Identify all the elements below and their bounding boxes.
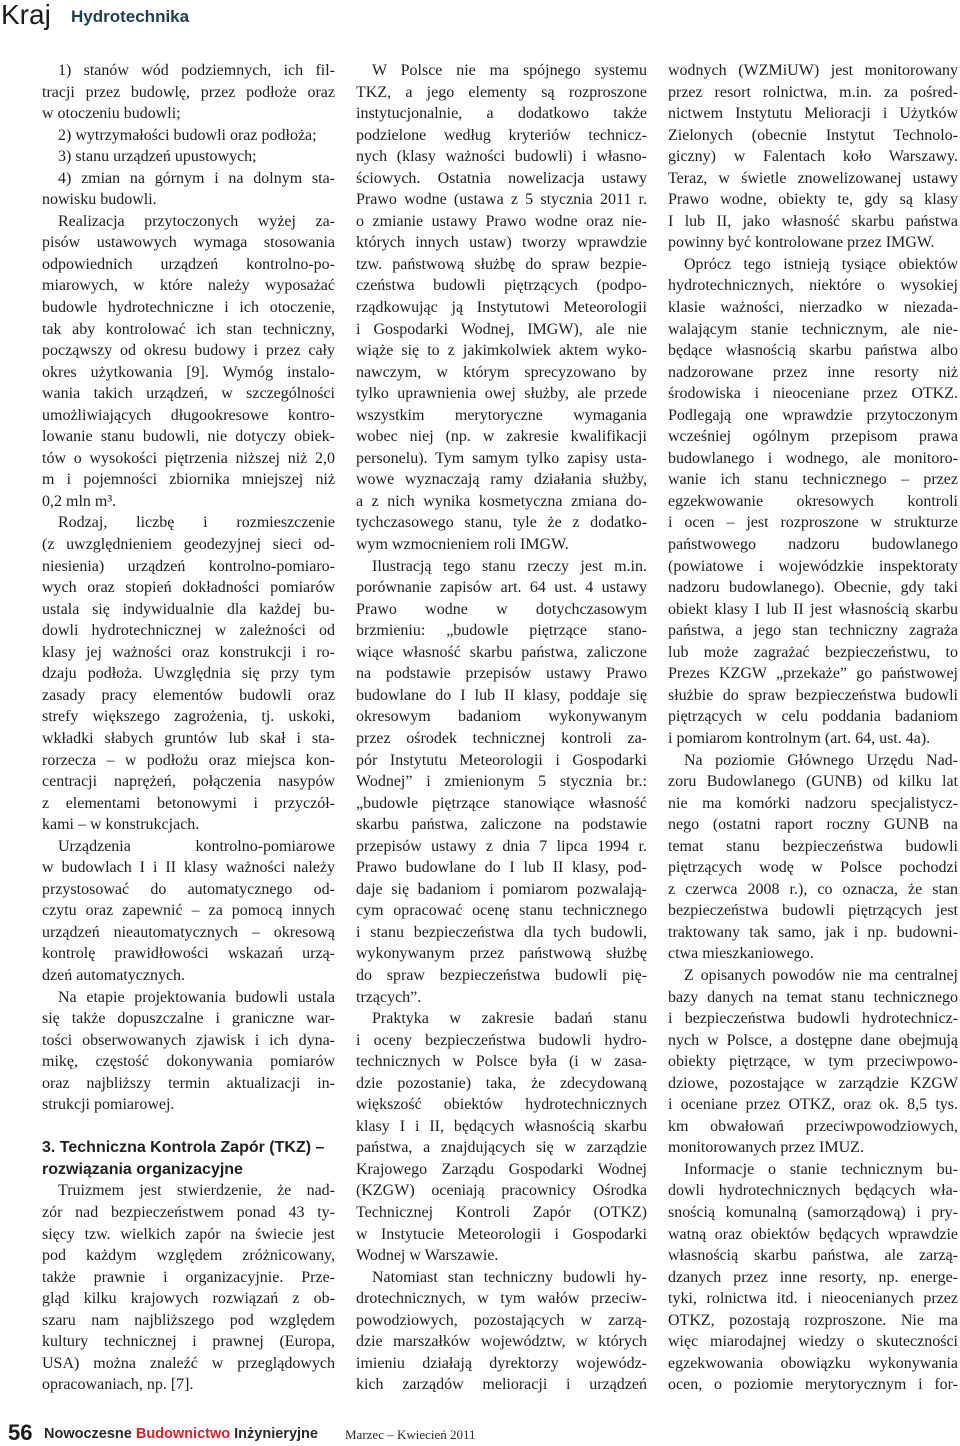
text-column-2 xyxy=(356,60,647,1396)
paragraph xyxy=(668,750,958,965)
text-line: kami – w konstrukcjach. xyxy=(42,816,200,834)
text-line: nych w Polsce, a dostępne dane obejmują xyxy=(668,1031,958,1049)
text-line: klasy I i II, będących własnością skarbu xyxy=(356,1117,647,1135)
text-line: począwszy od okresu budowy i przez cały xyxy=(42,342,335,360)
text-line: oraz najbliższy termin aktualizacji in- xyxy=(42,1074,335,1092)
text-line: przepisów ustawy z dnia 7 lipca 1994 r. xyxy=(356,837,647,855)
text-line: kultury technicznej i prawnej (Europa, xyxy=(42,1333,335,1351)
text-line: i Gospodarki Wodnej, IMGW), ale nie xyxy=(356,320,647,338)
text-line: W Polsce nie ma spójnego systemu xyxy=(372,62,647,79)
paragraph xyxy=(356,1267,647,1396)
text-line: więc miarodajnej wiedzy o skuteczności xyxy=(668,1333,958,1351)
text-line: Ilustracją tego stanu rzeczy jest m.in. xyxy=(372,557,647,575)
text-line: sięcy tzw. wielkich zapór na świecie jest xyxy=(42,1225,335,1243)
text-line: pod każdym względem zróżnicowany, xyxy=(42,1247,335,1265)
magazine-title-word: Nowoczesne xyxy=(44,1426,132,1442)
text-line: OTKZ, pozostają rozproszone. Nie ma xyxy=(668,1311,958,1329)
heading-line: rozwiązania organizacyjne xyxy=(42,1160,243,1178)
text-line: nego (ostatni raport roczny GUNB na xyxy=(668,816,958,834)
text-line: i ocen – jest rozproszone w strukturze xyxy=(668,514,958,532)
text-line: przez resort rolnictwa, m.in. za pośred- xyxy=(668,83,958,101)
text-line: dziowe, pozostające w zarządzie KZGW xyxy=(668,1074,958,1092)
text-line: tyki, rolnictwa itd. i nieocenianych przez xyxy=(668,1290,958,1308)
text-line: czytu oraz zapewnić – za pomocą innych xyxy=(42,902,335,920)
paragraph xyxy=(668,60,958,254)
paragraph xyxy=(42,211,335,513)
text-line: tracji przez budowlę, przez podłoże oraz xyxy=(42,83,335,101)
text-line: I lub II, jako własność skarbu państwa xyxy=(668,212,958,230)
text-line: niesienia) urządzeń kontrolno-pomiaro- xyxy=(42,557,335,575)
text-line: klasie ważności, nierzadko w niezada- xyxy=(668,299,958,317)
text-line: strefy większego zagrożenia, tj. uskoki, xyxy=(42,708,335,726)
text-line: o zmianie ustawy Prawo wodne oraz nie- xyxy=(356,212,647,230)
text-line: rorzecza – w podłożu oraz miejsca kon- xyxy=(42,751,335,769)
paragraph xyxy=(42,1180,335,1395)
text-line: nych (klasy ważności budowli) i własno- xyxy=(356,148,647,166)
text-line: traktowany tak samo, jak i np. budowni- xyxy=(668,923,958,941)
text-line: tak aby kontrolować ich stan techniczny, xyxy=(42,320,335,338)
text-line: egzekwowanie okresowych kontroli xyxy=(668,492,958,510)
text-line: Wodnej w Warszawie. xyxy=(356,1247,499,1265)
text-line: miarowych, w które należy wyposażać xyxy=(42,277,335,295)
text-line: tości obserwowanych zjawisk i ich dyna- xyxy=(42,1031,335,1049)
text-line: nictwem Instytutu Melioracji i Użytków xyxy=(668,105,958,123)
list-item xyxy=(42,125,335,147)
text-line: okres użytkowania [9]. Wymóg instalo- xyxy=(42,363,335,381)
text-line: zasady pracy elementów budowli oraz xyxy=(42,686,335,704)
text-line: 4) zmian na górnym i na dolnym sta- xyxy=(58,169,335,187)
paragraph xyxy=(356,1008,647,1267)
text-line: państwowego nadzoru budowlanego xyxy=(668,536,958,554)
text-line: kich zarządów melioracji i urządzeń xyxy=(356,1376,647,1394)
text-line: USA) można znaleźć w przeglądowych xyxy=(42,1354,335,1372)
text-line: wanie ich stanu technicznego – przez xyxy=(668,471,958,489)
text-line: Natomiast stan techniczny budowli hy- xyxy=(372,1268,647,1286)
list-item xyxy=(42,168,335,211)
text-line: pisów ustawowych wymaga stosowania xyxy=(42,234,335,252)
text-line: (KZGW) oceniają pracownicy Ośrodka xyxy=(356,1182,647,1200)
text-line: wowe wyznaczają ramy działania służby, xyxy=(356,471,647,489)
text-line: i pomiarom kontrolnym (art. 64, ust. 4a). xyxy=(668,729,931,747)
text-line: Na etapie projektowania budowli ustala xyxy=(58,988,335,1006)
text-line: imieniu działają dyrektorzy wojewódz- xyxy=(356,1354,647,1372)
text-line: Urządzenia kontrolno-pomiarowe xyxy=(58,837,335,855)
text-line: (powiatowe i wojewódzkie inspektoraty xyxy=(668,557,958,575)
text-line: lub może zagrażać bezpieczeństwu, to xyxy=(668,643,958,661)
text-line: okresowym badaniom wykonywanym xyxy=(356,708,647,726)
text-line: rządkowując ją Instytutowi Meteorologii xyxy=(356,299,647,317)
text-line: wkładki słabych gruntów lub skał i sta- xyxy=(42,729,335,747)
text-line: cym opracować ocenę stanu technicznego xyxy=(356,902,647,920)
text-line: Z opisanych powodów nie ma centralnej xyxy=(684,966,958,984)
text-line: urządzeń nieautomatycznych – okresową xyxy=(42,923,335,941)
paragraph xyxy=(356,556,647,1008)
text-line: wych oraz stopień dokładności pomiarów xyxy=(42,579,335,597)
text-line: temat stanu bezpieczeństwa budowli xyxy=(668,837,958,855)
text-line: Podlegają one wprawdzie przytoczonym xyxy=(668,406,958,424)
text-line: zór nad bezpieczeństwem ponad 43 ty- xyxy=(42,1203,335,1221)
issue-date: Marzec – Kwiecień 2011 xyxy=(345,1427,476,1442)
text-line: przez ośrodek technicznej kontroli za- xyxy=(356,729,647,747)
text-line: hydrotechnicznych, niektóre o wysokiej xyxy=(668,277,958,295)
text-line: daje się badaniom i pomiarom pozwalają- xyxy=(356,880,647,898)
text-line: wodnych (WZMiUW) jest monitorowany xyxy=(668,62,958,79)
text-line: kontrolę prawidłowości wskazań urzą- xyxy=(42,945,335,963)
text-line: dowli hydrotechnicznych będących wła- xyxy=(668,1182,958,1200)
text-line: egzekwowania obowiązku wykonywania xyxy=(668,1354,958,1372)
text-line: nowisku budowli. xyxy=(42,191,157,209)
text-line: i oceny bezpieczeństwa budowli hydro- xyxy=(356,1031,647,1049)
text-line: w budowlach I i II klasy ważności należy xyxy=(42,859,335,877)
text-line: gląd kilku krajowych rozwiązań z ob- xyxy=(42,1290,335,1308)
text-line: Teraz, w świetle znowelizowanej ustawy xyxy=(668,169,958,187)
text-line: wania takich urządzeń, w szczególności xyxy=(42,385,335,403)
text-line: ustala się indywidualnie dla każdej bu- xyxy=(42,600,335,618)
text-line: (z uwzględnieniem geodezyjnej sieci od- xyxy=(42,536,335,554)
text-line: obiekt klasy I lub II jest własnością skarbu xyxy=(668,600,958,618)
heading-line: 3. Techniczna Kontrola Zapór (TKZ) – xyxy=(42,1139,325,1157)
text-line: w Instytucie Meteorologii i Gospodarki xyxy=(356,1225,647,1243)
text-line: klasy jej ważności oraz konstrukcji i ro- xyxy=(42,643,335,661)
text-line: budowlane do I lub II klasy, poddaje się xyxy=(356,686,647,704)
text-column-1 xyxy=(42,60,335,1396)
text-line: ocen, o poziomie merytorycznym i for- xyxy=(668,1376,958,1394)
text-line: porównanie zapisów art. 64 ust. 4 ustawy xyxy=(356,579,647,597)
text-line: także prawnie i organizacyjnie. Prze- xyxy=(42,1268,335,1286)
text-line: Zielonych (obecnie Instytut Technolo- xyxy=(668,126,958,144)
text-line: nie ma komórki nadzoru specjalistycz- xyxy=(668,794,958,812)
text-line: Prawo wodne, obiekty te, gdy są klasy xyxy=(668,191,958,209)
text-line: lowanie stanu budowli, nie dotyczy obiek- xyxy=(42,428,335,446)
text-line: i oceniane przez OTKZ, oraz ok. 8,5 tys. xyxy=(668,1096,958,1114)
text-line: instytucjonalnie, a dodatkowo także xyxy=(356,105,647,123)
text-line: piętrzących wodę w Polsce pochodzi xyxy=(668,859,958,877)
text-line: przystosować do automatycznego od- xyxy=(42,880,335,898)
list-item xyxy=(42,60,335,125)
text-line: własnością skarbu państwa, ale zarzą- xyxy=(668,1247,958,1265)
text-line: a z nich wynika kosmetyczna zmiana do- xyxy=(356,492,647,510)
text-line: obiekty piętrzące, w tym przeciwpowo- xyxy=(668,1053,958,1071)
magazine-title-word-accent: Budownictwo xyxy=(135,1426,231,1442)
text-line: brzmieniu: „budowle piętrzące stano- xyxy=(356,622,647,640)
text-column-3 xyxy=(668,60,958,1396)
text-line: czeństwa budowli piętrzących (podpo- xyxy=(356,277,647,295)
text-line: wcześniej ogólnym przepisom prawa xyxy=(668,428,958,446)
text-line: wszystkim merytoryczne wymagania xyxy=(356,406,647,424)
text-line: Praktyka w zakresie badań stanu xyxy=(372,1010,647,1028)
text-line: wiąże się to z jakimkolwiek aktem wyko- xyxy=(356,342,647,360)
text-line: umożliwiających długookresowe kontro- xyxy=(42,406,335,424)
text-line: personelu). Tym samym tylko zapisy usta- xyxy=(356,449,647,467)
magazine-title-word: Inżynieryjne xyxy=(234,1426,318,1442)
text-line: piętrzących w celu poddania badaniom xyxy=(668,708,958,726)
text-line: 2) wytrzymałości budowli oraz podłoża; xyxy=(58,126,317,144)
text-line: w otoczeniu budowli; xyxy=(42,105,181,123)
text-line: dzaju podłoża. Uwzględnia się przy tym xyxy=(42,665,335,683)
page-footer xyxy=(0,1420,960,1446)
magazine-title xyxy=(44,1423,318,1445)
page-number: 56 xyxy=(8,1420,33,1445)
text-line: budowle hydrotechniczne i ich otoczenie, xyxy=(42,299,335,317)
text-line: ściowych. Ostatnia nowelizacja ustawy xyxy=(356,169,647,187)
text-line: dowli hydrotechnicznej w zależności od xyxy=(42,622,335,640)
text-line: Informacje o stanie technicznym bu- xyxy=(684,1160,958,1178)
text-line: wobec niej (np. w zakresie kwalifikacji xyxy=(356,428,647,446)
text-line: państwa, a znajdujących się w zarządzie xyxy=(356,1139,647,1157)
text-line: „budowle piętrzące stanowiące własność xyxy=(356,794,647,812)
text-line: nadzorowane przez inne resorty niż xyxy=(668,363,958,381)
text-line: budowlanego i wodnego, ale monitoro- xyxy=(668,449,958,467)
text-line: Prezes KZGW „przekaże” go państwowej xyxy=(668,665,958,683)
text-line: z czerwca 2008 r.), co oznacza, że stan xyxy=(668,880,958,898)
text-line: centracji naprężeń, połączenia nasypów xyxy=(42,773,335,791)
text-line: tychczasowego stanu, tyle że z dodatko- xyxy=(356,514,647,532)
text-line: giczny) w Falentach koło Warszawy. xyxy=(668,148,958,166)
text-line: walającym stanie technicznym, ale nie- xyxy=(668,320,958,338)
section-heading xyxy=(42,1137,335,1180)
text-line: Prawo wodne w dotychczasowym xyxy=(356,600,647,618)
text-line: Krajowego Zarządu Gospodarki Wodnej xyxy=(356,1160,647,1178)
text-line: nadzoru budowlanego). Obecnie, gdy taki xyxy=(668,579,958,597)
text-line: dzie pozostanie) taka, że zdecydowaną xyxy=(356,1074,647,1092)
text-line: służbie do spraw bezpieczeństwa budowli xyxy=(668,686,958,704)
text-line: 0,2 mln m³. xyxy=(42,492,117,510)
page-header xyxy=(0,0,960,36)
text-line: powinny być kontrolowane przez IMGW. xyxy=(668,234,935,252)
text-line: większość obiektów hydrotechnicznych xyxy=(356,1096,647,1114)
paragraph xyxy=(668,965,958,1159)
text-line: Oprócz tego istnieją tysiące obiektów xyxy=(684,255,958,273)
text-line: Truizmem jest stwierdzenie, że nad- xyxy=(58,1182,335,1200)
text-line: do spraw bezpieczeństwa budowli pię- xyxy=(356,966,647,984)
text-line: strukcji pomiarowej. xyxy=(42,1096,175,1114)
text-line: Prawo budowlane do I lub II klasy, pod- xyxy=(356,859,647,877)
text-line: zoru Budowlanego (GUNB) od kilku lat xyxy=(668,773,958,791)
text-line: opracowaniach, np. [7]. xyxy=(42,1376,194,1394)
list-item xyxy=(42,146,335,168)
text-line: dzanych przez inne resorty, np. energe- xyxy=(668,1268,958,1286)
paragraph xyxy=(42,512,335,835)
text-line: odpowiednich urządzeń kontrolno-po- xyxy=(42,255,335,273)
text-line: ctwa mieszkaniowego. xyxy=(668,945,814,963)
text-line: powodziowych, pozostających w zarzą- xyxy=(356,1311,647,1329)
text-line: wykonywanym przez państwową służbę xyxy=(356,945,647,963)
text-line: mikę, częstość dokonywania pomiarów xyxy=(42,1053,335,1071)
text-line: Wodnej” i zmienionym 5 stycznia br.: xyxy=(356,773,647,791)
paragraph xyxy=(42,987,335,1116)
text-line: szaru nam najbliższego pod względem xyxy=(42,1311,335,1329)
text-line: trzących”. xyxy=(356,988,422,1006)
text-line: Technicznej Kontroli Zapór (OTKZ) xyxy=(356,1203,647,1221)
text-line: z elementami betonowymi i przyczół- xyxy=(42,794,335,812)
text-line: technicznych w Polsce była (i w zasa- xyxy=(356,1053,647,1071)
paragraph xyxy=(668,254,958,750)
paragraph xyxy=(356,60,647,556)
text-line: snością komunalną (samorządową) i pry- xyxy=(668,1203,958,1221)
text-line: TKZ, a jego elementy są rozproszone xyxy=(356,83,647,101)
text-line: wym wzmocnieniem roli IMGW. xyxy=(356,536,569,554)
text-line: Realizacja przytoczonych wyżej za- xyxy=(58,212,335,230)
text-line: Prawo wodne (ustawa z 5 stycznia 2011 r. xyxy=(356,191,647,209)
text-line: się także dopuszczalne i graniczne war- xyxy=(42,1010,335,1028)
text-line: dzeń automatycznych. xyxy=(42,966,186,984)
text-line: których innych ustaw) tworzy wprawdzie xyxy=(356,234,647,252)
text-line: monitorowanych przez IMUZ. xyxy=(668,1139,864,1157)
text-line: watną oraz obiektów będących wprawdzie xyxy=(668,1225,958,1243)
text-line: 3) stanu urządzeń upustowych; xyxy=(58,148,257,166)
text-line: wiące własność skarbu państwa, zaliczone xyxy=(356,643,647,661)
text-line: 1) stanów wód podziemnych, ich fil- xyxy=(58,62,335,79)
text-line: tylko uprawnienia owej służby, ale przede xyxy=(356,385,647,403)
text-line: km obwałowań przeciwpowodziowych, xyxy=(668,1117,958,1135)
text-line: środowiska i nieoceniane przez OTKZ. xyxy=(668,385,958,403)
text-line: Na poziomie Głównego Urzędu Nad- xyxy=(684,751,958,769)
text-line: skarbu państwa, zaliczone na podstawie xyxy=(356,816,647,834)
text-line: bezpieczeństwa budowli piętrzących jest xyxy=(668,902,958,920)
text-line: nawczym, w którym sprecyzowano by xyxy=(356,363,647,381)
text-line: dzie marszałków województw, w których xyxy=(356,1333,647,1351)
section-label: Kraj xyxy=(1,0,51,30)
text-line: pór Instytutu Meteorologii i Gospodarki xyxy=(356,751,647,769)
text-line: państwa, a jego stan techniczny zagraża xyxy=(668,622,958,640)
paragraph xyxy=(42,836,335,987)
text-line: drotechnicznych, w tym wałów przeciw- xyxy=(356,1290,647,1308)
text-line: bazy danych na temat stanu technicznego xyxy=(668,988,958,1006)
text-line: i bezpieczeństwa budowli hydrotechnicz- xyxy=(668,1010,958,1028)
text-line: podzielone według kryteriów technicz- xyxy=(356,126,647,144)
text-line: m i pojemności zbiornika mniejszej niż xyxy=(42,471,335,489)
text-line: tzw. państwową służbę do spraw bezpie- xyxy=(356,255,647,273)
text-line: tów o wysokości piętrzenia niższej niż 2,0 xyxy=(42,449,335,467)
text-line: będące własnością skarbu państwa albo xyxy=(668,342,958,360)
category-label: Hydrotechnika xyxy=(71,7,190,26)
text-line: i stanu bezpieczeństwa dla tych budowli, xyxy=(356,923,647,941)
text-line: Rodzaj, liczbę i rozmieszczenie xyxy=(58,514,335,532)
paragraph xyxy=(668,1159,958,1396)
text-line: na podstawie przepisów ustawy Prawo xyxy=(356,665,647,683)
